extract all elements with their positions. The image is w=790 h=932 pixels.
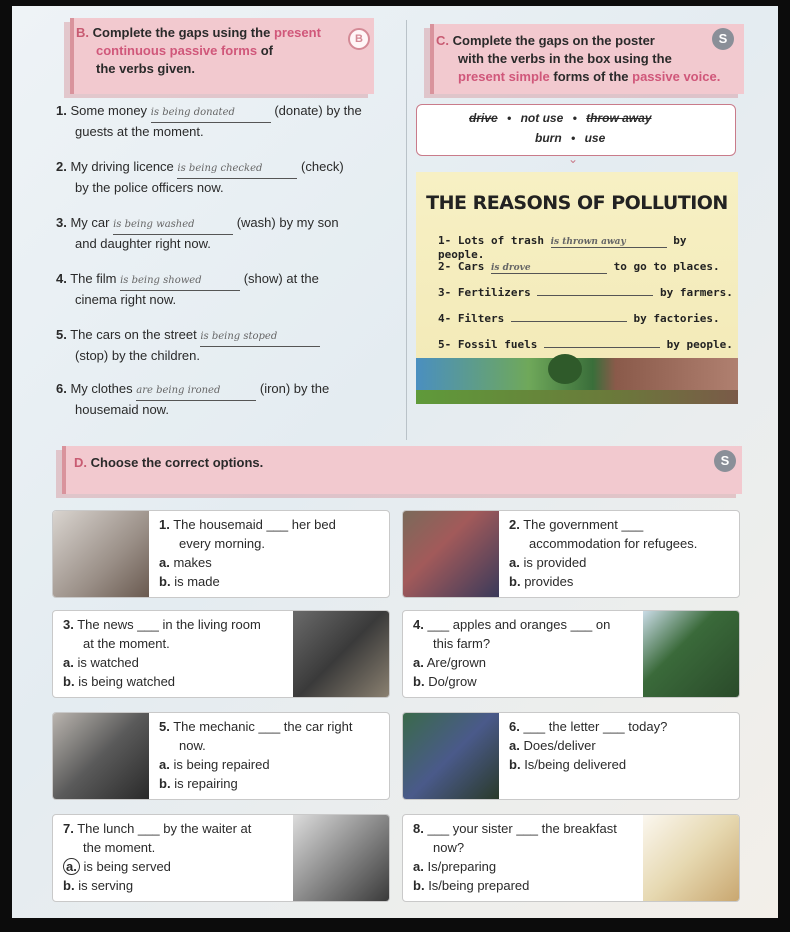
- card-text: 6. ___ the letter ___ today? a. Does/deliver b. Is/being delivered: [509, 717, 735, 774]
- option-b[interactable]: b. Is/being delivered: [509, 757, 627, 772]
- card-photo: [293, 815, 389, 901]
- word-burn: burn: [535, 131, 562, 145]
- option-a[interactable]: a. Does/deliver: [509, 738, 596, 753]
- option-a[interactable]: a. is being served: [63, 857, 289, 876]
- option-a[interactable]: a. Are/grown: [413, 655, 486, 670]
- word-not-use: not use: [520, 111, 564, 125]
- word-drive: drive: [469, 111, 498, 125]
- poster-line: 5- Fossil fuels by people.: [438, 338, 733, 351]
- poster-answer-blank[interactable]: [537, 295, 653, 296]
- poster-line: 3- Fertilizers by farmers.: [438, 286, 733, 299]
- card-text: 2. The government ___ accommodation for refugees. a. is provided b. provides: [509, 515, 735, 591]
- column-divider: [406, 20, 407, 440]
- section-d-badge: S: [714, 450, 736, 472]
- poster-answer-blank[interactable]: is drove: [491, 263, 607, 274]
- answer-blank[interactable]: is being checked: [177, 160, 297, 179]
- option-b[interactable]: b. Do/grow: [413, 674, 477, 689]
- card-photo: [53, 511, 149, 597]
- card-photo: [403, 511, 499, 597]
- choice-card: [402, 814, 740, 902]
- card-text: 7. The lunch ___ by the waiter at the moment. a. is being served b. is serving: [63, 819, 289, 895]
- section-b-badge: B: [348, 28, 370, 50]
- word-box: drive • not use • throw away burn • use: [416, 104, 736, 156]
- card-photo: [643, 611, 739, 697]
- choice-card: [52, 712, 390, 800]
- exercise-b-item: 1. Some money is being donated (donate) by the guests at the moment.: [56, 103, 362, 139]
- option-b[interactable]: b. is repairing: [159, 776, 238, 791]
- poster-landscape-image: [416, 358, 738, 404]
- card-text: 1. The housemaid ___ her bed every morning. a. makes b. is made: [159, 515, 385, 591]
- answer-blank[interactable]: is being showed: [120, 272, 240, 291]
- section-c-badge: S: [712, 28, 734, 50]
- option-a[interactable]: a. is being repaired: [159, 757, 270, 772]
- card-photo: [643, 815, 739, 901]
- poster-line: 2- Cars is drove to go to places.: [438, 260, 720, 273]
- card-text: 8. ___ your sister ___ the breakfast now? a. Is/preparing b. Is/being prepared: [413, 819, 639, 895]
- poster-answer-blank[interactable]: [544, 347, 660, 348]
- option-b[interactable]: b. is made: [159, 574, 220, 589]
- poster-line: 4- Filters by factories.: [438, 312, 720, 325]
- answer-blank[interactable]: is being donated: [151, 104, 271, 123]
- choice-card: [402, 610, 740, 698]
- choice-card: [402, 510, 740, 598]
- option-a[interactable]: a. is watched: [63, 655, 139, 670]
- choice-card: [52, 510, 390, 598]
- exercise-b-item: 5. The cars on the street is being stoped (stop) by the children.: [56, 326, 376, 365]
- option-b[interactable]: b. provides: [509, 574, 574, 589]
- word-use: use: [584, 131, 606, 145]
- section-b-instructions: B. Complete the gaps using the present continuous passive forms of the verbs given.: [76, 25, 321, 76]
- answer-blank[interactable]: are being ironed: [136, 382, 256, 401]
- poster-line: 1- Lots of trash is thrown away by people.: [438, 234, 687, 261]
- section-b-letter: B.: [76, 25, 89, 40]
- word-throw-away: throw away: [586, 111, 652, 125]
- option-b[interactable]: b. Is/being prepared: [413, 878, 530, 893]
- poster-title: THE REASONS OF POLLUTION: [426, 192, 728, 214]
- exercise-b-item: 4. The film is being showed (show) at the cinema right now.: [56, 271, 319, 307]
- card-text: 3. The news ___ in the living room at the moment. a. is watched b. is being watched: [63, 615, 289, 691]
- card-text: 5. The mechanic ___ the car right now. a. is being repaired b. is repairing: [159, 717, 385, 793]
- exercise-b-item: 3. My car is being washed (wash) by my son and daughter right now.: [56, 215, 339, 251]
- card-photo: [403, 713, 499, 799]
- option-a[interactable]: a. makes: [159, 555, 212, 570]
- worksheet-page: [12, 6, 778, 918]
- answer-blank[interactable]: is being washed: [113, 216, 233, 235]
- option-b[interactable]: b. is serving: [63, 878, 134, 893]
- poster-answer-blank[interactable]: is thrown away: [551, 237, 667, 248]
- option-b[interactable]: b. is being watched: [63, 674, 176, 689]
- chevron-down-icon: ⌄: [568, 152, 579, 166]
- card-photo: [53, 713, 149, 799]
- exercise-b-item: 2. My driving licence is being checked (check) by the police officers now.: [56, 159, 344, 195]
- section-c-instructions: C. Complete the gaps on the poster with the verbs in the box using the present simple forms of the passive voice.: [436, 33, 721, 84]
- choice-card: [402, 712, 740, 800]
- section-d-instructions: D. Choose the correct options.: [74, 455, 264, 470]
- option-a[interactable]: a. Is/preparing: [413, 859, 497, 874]
- choice-card: [52, 610, 390, 698]
- pollution-poster: [416, 172, 738, 404]
- exercise-b-item: 6. My clothes are being ironed (iron) by the housemaid now.: [56, 381, 330, 417]
- card-text: 4. ___ apples and oranges ___ on this farm? a. Are/grown b. Do/grow: [413, 615, 639, 691]
- choice-card: [52, 814, 390, 902]
- answer-blank[interactable]: is being stoped: [200, 328, 320, 347]
- option-a[interactable]: a. is provided: [509, 555, 587, 570]
- poster-answer-blank[interactable]: [511, 321, 627, 322]
- card-photo: [293, 611, 389, 697]
